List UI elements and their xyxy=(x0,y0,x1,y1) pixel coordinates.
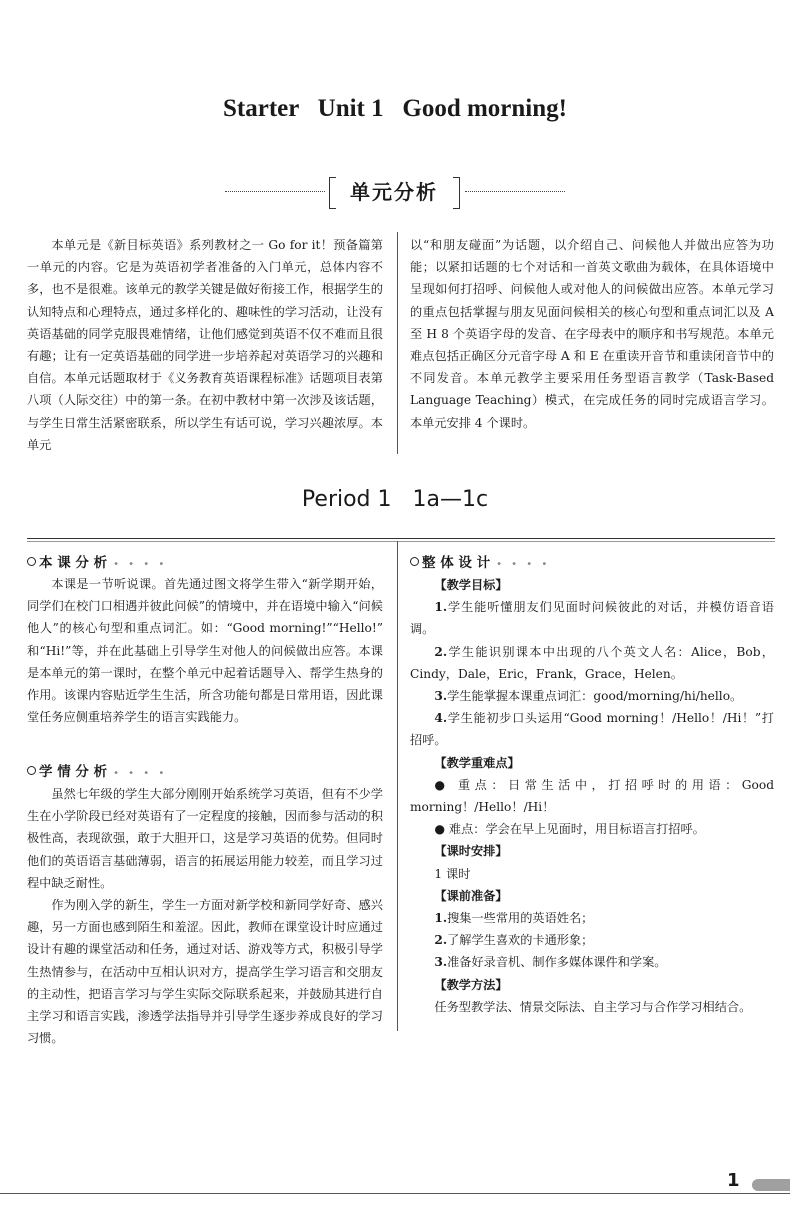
heading-text: 学 情 分 析 xyxy=(39,764,108,780)
student-analysis-paragraph: 作为刚入学的新生，学生一方面对新学校和新同学好奇、感兴趣，另一方面也感到陌生和羞涩。因此，教师在课堂设计时应通过设计有趣的课堂活动和任务，通过对话、游戏等方式，积极引导学生热情参与，在活动中互相认识对方，提高学生学习语言和交朋友的主动性，把语言学习与学生实际交际联系起来，并鼓励其进行自主学习和语言实践，渗透学法指导并引导学生逐步养成良好的学习习惯。 xyxy=(27,898,383,1046)
prep-text: 准备好录音机、制作多媒体课件和学案。 xyxy=(447,955,667,970)
key-point-item xyxy=(410,818,774,840)
key-points-label: 【教学重难点】 xyxy=(434,755,520,770)
prep-item xyxy=(410,929,774,951)
course-analysis-heading xyxy=(27,551,167,571)
method-text: 任务型教学法、情景交际法、自主学习与合作学习相结合。 xyxy=(434,999,752,1014)
prep-text: 了解学生喜欢的卡通形象； xyxy=(447,933,594,948)
unit-analysis-paragraph-cont: 以“和朋友碰面”为话题，以介绍自己、问候他人并做出应答为功能；以紧扣话题的七个对话和一首英文歌曲为载体，在具体语境中呈现如何打招呼、问候他人或对他人的问候做出应答。本单元学习的重点包括掌握与朋友见面问候相关的核心句型和重点词汇以及 A 至 H 8 个英语字母的发音、在字母表中的顺序和书写规范。本单元难点包括正确区分元音字母 A 和 E 在重读开音节和重读闭音节中的不同发音。本单元教学主要采用任务型语言教学（Task-Based Language Teaching）模式，在完成任务的同时完成语言学习。本单元安排 4 个课时。 xyxy=(410,238,774,430)
page-tab-decoration xyxy=(752,1179,790,1191)
schedule-text: 1 课时 xyxy=(434,866,471,881)
prep-number: 3. xyxy=(434,955,448,970)
prep-number: 2. xyxy=(434,933,448,948)
section-title: 单元分析 xyxy=(350,180,438,204)
goal-number: 2. xyxy=(434,644,448,659)
prep-item xyxy=(410,907,774,929)
goal-number: 1. xyxy=(434,600,448,615)
circle-bullet-icon xyxy=(27,557,36,566)
method-label: 【教学方法】 xyxy=(434,977,508,992)
overall-design-body xyxy=(410,574,774,1018)
footer-rule xyxy=(0,1193,790,1194)
prep-text: 搜集一些常用的英语姓名； xyxy=(447,911,594,926)
course-analysis-paragraph: 本课是一节听说课。首先通过图文将学生带入“新学期开始，同学们在校门口相遇并彼此问候”的情境中，并在语境中输入“问候他人”的核心句型和重点词汇。如：“Good morning!”“Hello!” 和“Hi!”等，并在此基础上引导学生对他人的问候做出应答。本课是本单元的第一课时，在整个单元中起着话题导入、帮学生热身的作用。该课内容贴近学生生活，所含功能句都是日常用语，因此课堂任务应侧重培养学生的语言实践能力。 xyxy=(27,577,383,725)
period-title: Period 1 1a—1c xyxy=(301,487,489,512)
column-divider xyxy=(397,541,398,1031)
frame-rule xyxy=(27,538,775,539)
heading-text: 整 体 设 计 xyxy=(422,555,491,571)
goal-item xyxy=(410,685,774,707)
dot-decoration: • • • • xyxy=(496,559,551,570)
circle-bullet-icon xyxy=(27,766,36,775)
dotted-rule-right xyxy=(465,191,565,192)
goal-text: 学生能初步口头运用“Good morning！/Hello！/Hi！”打招呼。 xyxy=(410,711,774,748)
dotted-rule-left xyxy=(225,191,325,192)
prep-label: 【课前准备】 xyxy=(434,888,508,903)
prep-number: 1. xyxy=(434,911,448,926)
unit-title: Starter Unit 1 Good morning! xyxy=(223,95,567,122)
frame-rule-inner xyxy=(27,541,775,542)
section-header-unit-analysis xyxy=(225,174,565,210)
page-number: 1 xyxy=(727,1170,740,1191)
goal-text: 学生能听懂朋友们见面时问候彼此的对话，并模仿语音语调。 xyxy=(410,600,774,637)
teaching-goals-label: 【教学目标】 xyxy=(434,578,508,592)
unit-analysis-right-column xyxy=(410,234,774,434)
goal-number: 4. xyxy=(434,711,448,726)
prep-item xyxy=(410,951,774,973)
student-analysis-heading xyxy=(27,760,167,780)
unit-analysis-paragraph: 本单元是《新目标英语》系列教材之一 Go for it！预备篇第一单元的内容。它是为英语初学者准备的入门单元，总体内容不多，也不是很难。该单元的教学关键是做好衔接工作，根据学生的认知特点和心理特点，通过多样化的、趣味性的学习活动，让没有英语基础的同学克服畏难情绪，让他们感觉到英语不仅不难而且很有趣；让有一定英语基础的同学进一步培养起对英语学习的兴趣和自信。本单元话题取材于《义务教育英语课程标准》话题项目表第八项（人际交往）中的第一条。在初中教材中第一次涉及该话题，与学生日常生活紧密联系，所以学生有话可说，学习兴趣浓厚。本单元 xyxy=(27,238,383,452)
goal-text: 学生能识别课本中出现的八个英文人名：Alice，Bob，Cindy，Dale，Eric，Frank，Grace，Helen。 xyxy=(410,644,774,681)
key-point-text: 重点：日常生活中，打招呼时的用语：Good morning！/Hello！/Hi！ xyxy=(410,777,775,815)
goal-number: 3. xyxy=(434,689,448,704)
overall-design-heading xyxy=(410,551,550,571)
goal-item xyxy=(410,707,774,751)
course-analysis-body xyxy=(27,573,383,728)
goal-text: 学生能掌握本课重点词汇：good/morning/hi/hello。 xyxy=(447,689,743,704)
unit-analysis-left-column xyxy=(27,234,383,456)
column-divider xyxy=(397,232,398,454)
key-point-item xyxy=(410,774,774,818)
bullet-icon: ● xyxy=(434,777,450,792)
goal-item xyxy=(410,596,774,640)
student-analysis-body xyxy=(27,783,383,1049)
goal-item xyxy=(410,641,774,685)
circle-bullet-icon xyxy=(410,557,419,566)
dot-decoration: • • • • xyxy=(113,559,168,570)
bracket-right xyxy=(453,177,460,209)
student-analysis-paragraph: 虽然七年级的学生大部分刚刚开始系统学习英语，但有不少学生在小学阶段已经对英语有了一定程度的接触，因而参与活动的积极性高，表现欲强，敢于大胆开口，这是学习英语的优势。但同时他们的英语语言基础薄弱，语言的拓展运用能力较差，而且学习过程中缺乏耐性。 xyxy=(27,787,383,890)
dot-decoration: • • • • xyxy=(113,768,168,779)
key-point-text: 难点：学会在早上见面时，用目标语言打招呼。 xyxy=(448,822,705,837)
bullet-icon: ● xyxy=(434,822,446,837)
schedule-label: 【课时安排】 xyxy=(434,844,508,859)
heading-text: 本 课 分 析 xyxy=(39,555,108,571)
